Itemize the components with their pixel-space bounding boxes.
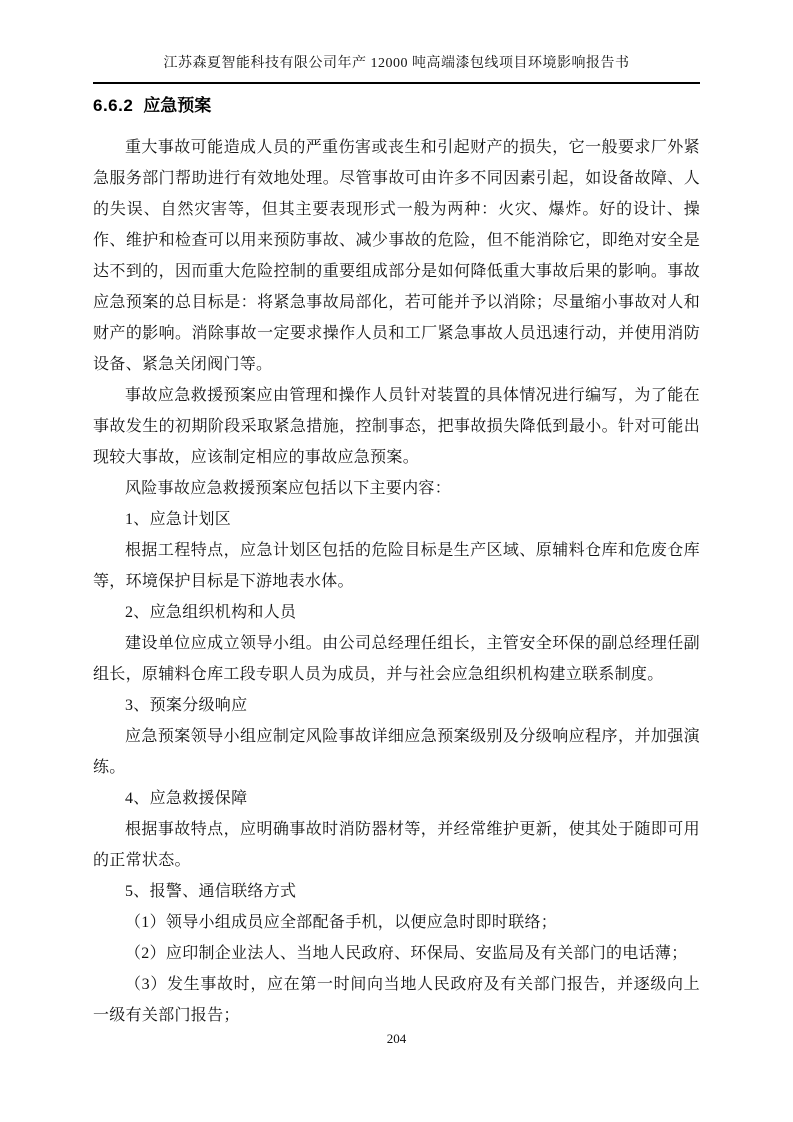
paragraph: 5、报警、通信联络方式 — [125, 883, 297, 900]
paragraph: 根据事故特点，应明确事故时消防器材等，并经常维护更新，使其处于随即可用的正常状态。 — [93, 821, 700, 869]
paragraph: （2）应印制企业法人、当地人民政府、环保局、安监局及有关部门的电话薄； — [125, 945, 688, 962]
section-number: 6.6.2 — [93, 96, 134, 115]
paragraph: 根据工程特点，应急计划区包括的危险目标是生产区域、原辅料仓库和危废仓库等，环境保护目标是下游地表水体。 — [93, 542, 700, 590]
paragraph: 应急预案领导小组应制定风险事故详细应急预案级别及分级响应程序，并加强演练。 — [93, 728, 700, 776]
paragraph: 风险事故应急救援预案应包括以下主要内容： — [125, 480, 452, 497]
paragraph: 事故应急救援预案应由管理和操作人员针对装置的具体情况进行编写，为了能在事故发生的初期阶段采取紧急措施，控制事态，把事故损失降低到最小。针对可能出现较大事故，应该制定相应的事故应急预案。 — [93, 387, 700, 466]
paragraph: （1）领导小组成员应全部配备手机，以便应急时即时联络； — [125, 914, 558, 931]
page-footer — [0, 1031, 793, 1047]
paragraph: 建设单位应成立领导小组。由公司总经理任组长，主管安全环保的副总经理任副组长，原辅料仓库工段专职人员为成员，并与社会应急组织机构建立联系制度。 — [93, 635, 700, 683]
paragraph: 2、应急组织机构和人员 — [125, 604, 297, 621]
page-header — [93, 0, 700, 84]
document-body — [93, 132, 700, 1031]
section-title: 应急预案 — [143, 96, 212, 115]
paragraph: 重大事故可能造成人员的严重伤害或丧生和引起财产的损失，它一般要求厂外紧急服务部门帮助进行有效地处理。尽管事故可由许多不同因素引起，如设备故障、人的失误、自然灾害等，但其主要表现形式一般为两种：火灾、爆炸。好的设计、操作、维护和检查可以用来预防事故、减少事故的危险，但不能消除它，即绝对安全是达不到的，因而重大危险控制的重要组成部分是如何降低重大事故后果的影响。事故应急预案的总目标是：将紧急事故局部化，若可能并予以消除；尽量缩小事故对人和财产的影响。消除事故一定要求操作人员和工厂紧急事故人员迅速行动，并使用消防设备、紧急关闭阀门等。 — [93, 139, 700, 373]
page-number: 204 — [386, 1031, 407, 1046]
header-title: 江苏森夏智能科技有限公司年产 12000 吨高端漆包线项目环境影响报告书 — [163, 56, 630, 71]
paragraph: （3）发生事故时，应在第一时间向当地人民政府及有关部门报告，并逐级向上一级有关部门报告； — [93, 976, 700, 1024]
paragraph: 4、应急救援保障 — [125, 790, 248, 807]
paragraph: 1、应急计划区 — [125, 511, 232, 528]
page-content — [93, 94, 700, 1031]
section-heading — [93, 94, 700, 118]
paragraph: 3、预案分级响应 — [125, 697, 248, 714]
